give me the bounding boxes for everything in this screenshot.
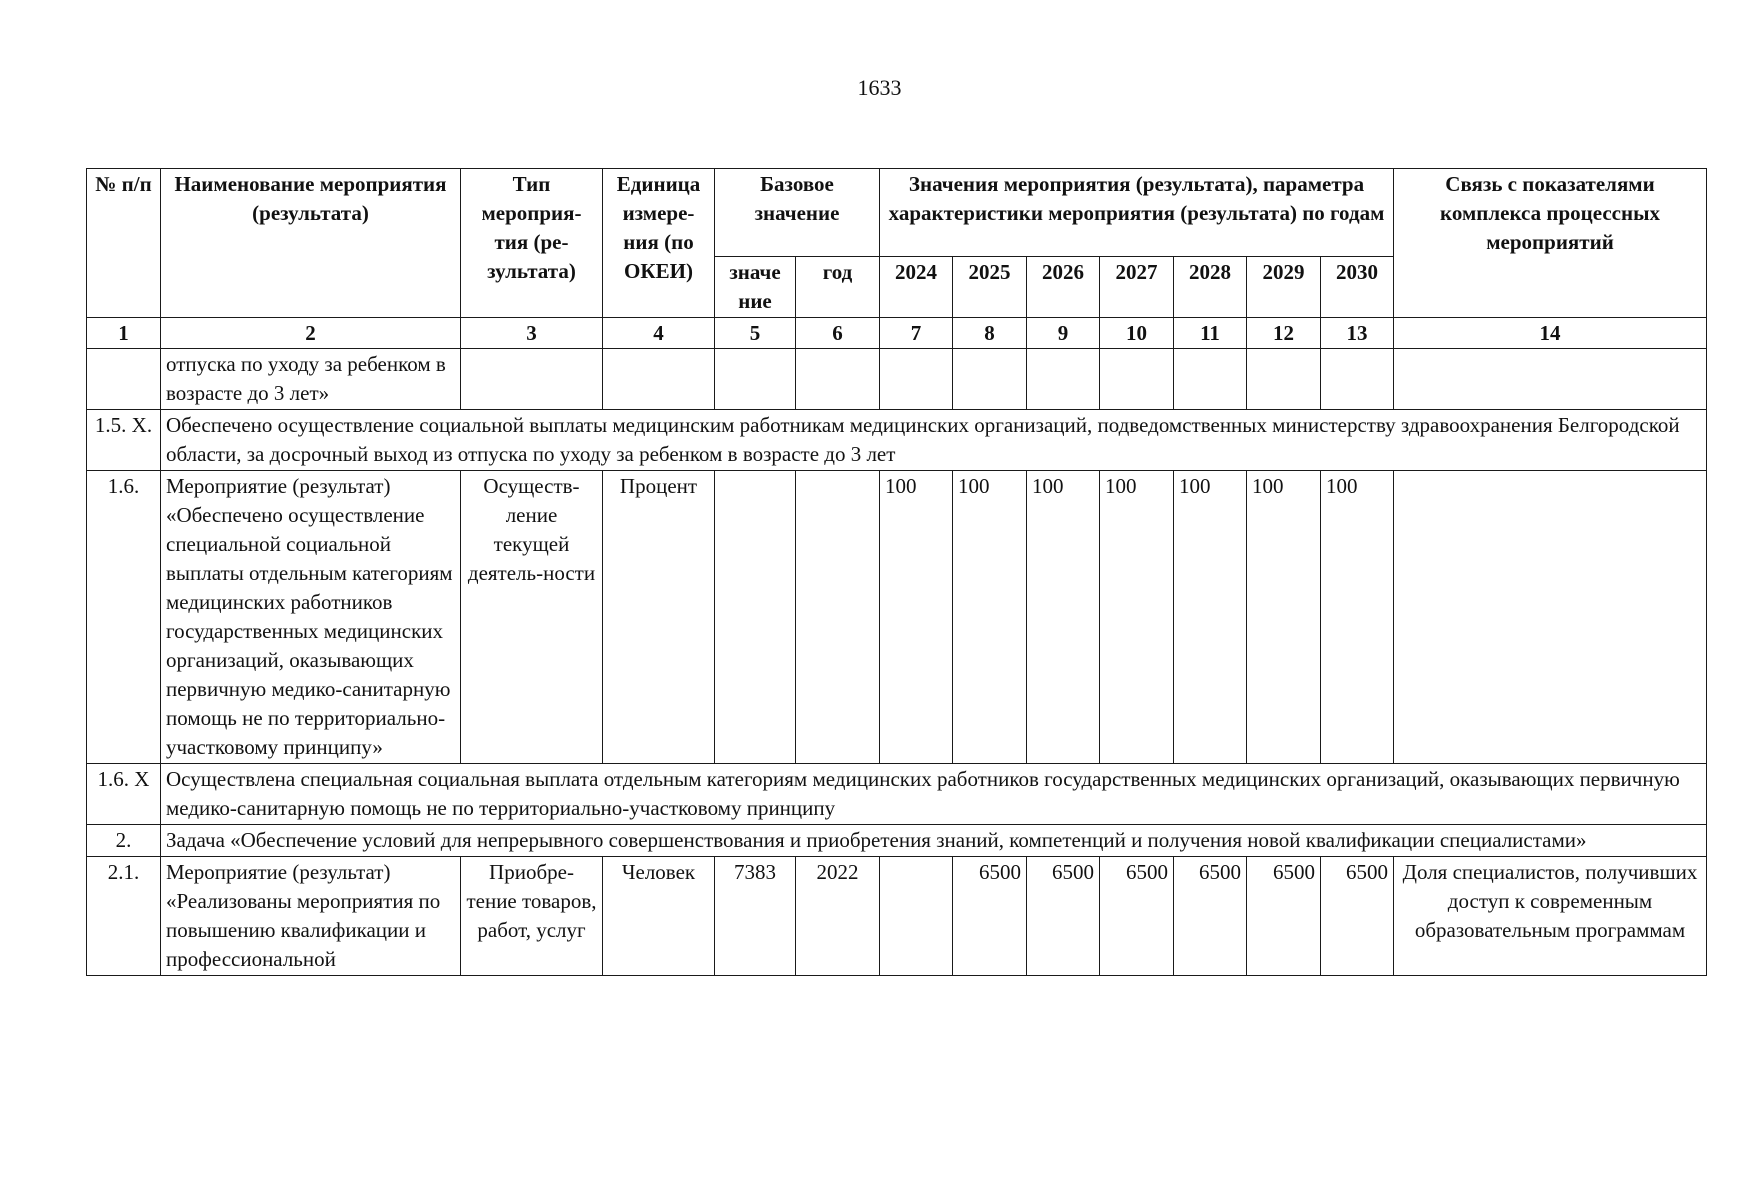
- header-base-value: значе ние: [715, 257, 796, 318]
- empty-cell: [461, 349, 603, 410]
- empty-cell: [1174, 349, 1247, 410]
- header-type: Тип мероприя-тия (ре-зультата): [461, 169, 603, 318]
- header-year: 2026: [1027, 257, 1100, 318]
- year-value: 100: [1027, 471, 1100, 764]
- year-value: 6500: [1321, 857, 1394, 976]
- year-value: 6500: [953, 857, 1027, 976]
- column-number: 5: [715, 318, 796, 349]
- year-value: 6500: [1100, 857, 1174, 976]
- row-number: 1.6. X: [87, 764, 161, 825]
- header-link: Связь с показателями комплекса процессных мероприятий: [1394, 169, 1707, 318]
- header-year: 2030: [1321, 257, 1394, 318]
- column-number: 9: [1027, 318, 1100, 349]
- year-value: 6500: [1027, 857, 1100, 976]
- header-year: 2025: [953, 257, 1027, 318]
- empty-cell: [1100, 349, 1174, 410]
- header-year: 2024: [880, 257, 953, 318]
- base-year: 2022: [796, 857, 880, 976]
- table-row: [87, 471, 1707, 764]
- column-number: 6: [796, 318, 880, 349]
- header-year: 2028: [1174, 257, 1247, 318]
- row-num-cell: [87, 349, 161, 410]
- measure-unit: Процент: [603, 471, 715, 764]
- table-row: [87, 349, 1707, 410]
- indicator-link: [1394, 471, 1707, 764]
- header-num: № п/п: [87, 169, 161, 318]
- column-number: 1: [87, 318, 161, 349]
- column-number-row: [87, 318, 1707, 349]
- year-value: 100: [1174, 471, 1247, 764]
- empty-cell: [1394, 349, 1707, 410]
- page-number: 1633: [857, 75, 902, 100]
- column-number: 3: [461, 318, 603, 349]
- row-number: 1.5. X.: [87, 410, 161, 471]
- header-year: 2027: [1100, 257, 1174, 318]
- column-number: 8: [953, 318, 1027, 349]
- base-value: 7383: [715, 857, 796, 976]
- header-name: Наименование мероприятия (результата): [161, 169, 461, 318]
- empty-cell: [880, 349, 953, 410]
- row-number: 2.: [87, 825, 161, 857]
- year-value: [880, 857, 953, 976]
- empty-cell: [1027, 349, 1100, 410]
- column-number: 10: [1100, 318, 1174, 349]
- measure-name: Мероприятие (результат) «Реализованы мероприятия по повышению квалификации и профессиональной: [161, 857, 461, 976]
- table-row: [87, 825, 1707, 857]
- measure-type: Осуществ-ление текущей деятель-ности: [461, 471, 603, 764]
- year-value: 100: [1321, 471, 1394, 764]
- header-row-top: [87, 169, 1707, 257]
- column-number: 13: [1321, 318, 1394, 349]
- column-number: 12: [1247, 318, 1321, 349]
- column-number: 11: [1174, 318, 1247, 349]
- empty-cell: [796, 349, 880, 410]
- table-row: [87, 857, 1707, 976]
- table-row: [87, 410, 1707, 471]
- column-number: 14: [1394, 318, 1707, 349]
- base-year: [796, 471, 880, 764]
- measures-table: [86, 168, 1707, 976]
- header-values-group: Значения мероприятия (результата), параметра характеристики мероприятия (результата) по годам: [880, 169, 1394, 257]
- row-number: 1.6.: [87, 471, 161, 764]
- task-text: Задача «Обеспечение условий для непрерывного совершенствования и приобретения знаний, компетенций и получения новой квалификации специалистами»: [161, 825, 1707, 857]
- year-value: 6500: [1174, 857, 1247, 976]
- column-number: 2: [161, 318, 461, 349]
- empty-cell: [715, 349, 796, 410]
- measure-type: Приобре-тение товаров, работ, услуг: [461, 857, 603, 976]
- row-number: 2.1.: [87, 857, 161, 976]
- year-value: 100: [953, 471, 1027, 764]
- measure-name: отпуска по уходу за ребенком в возрасте до 3 лет»: [161, 349, 461, 410]
- year-value: 100: [1100, 471, 1174, 764]
- column-number: 4: [603, 318, 715, 349]
- result-text: Обеспечено осуществление социальной выплаты медицинским работникам медицинских организаций, подведомственных министерству здравоохранения Белгородской области, за досрочный выход из отпуска по уходу за ребенком в возрасте до 3 лет: [161, 410, 1707, 471]
- measure-unit: Человек: [603, 857, 715, 976]
- year-value: 100: [1247, 471, 1321, 764]
- empty-cell: [1247, 349, 1321, 410]
- table-row: [87, 764, 1707, 825]
- year-value: 100: [880, 471, 953, 764]
- header-base-year: год: [796, 257, 880, 318]
- empty-cell: [1321, 349, 1394, 410]
- year-value: 6500: [1247, 857, 1321, 976]
- empty-cell: [953, 349, 1027, 410]
- empty-cell: [603, 349, 715, 410]
- header-base: Базовое значение: [715, 169, 880, 257]
- result-text: Осуществлена специальная социальная выплата отдельным категориям медицинских работников государственных медицинских организаций, оказывающих первичную медико-санитарную помощь не по территориально-участковому принципу: [161, 764, 1707, 825]
- header-year: 2029: [1247, 257, 1321, 318]
- indicator-link: Доля специалистов, получивших доступ к современным образовательным программам: [1394, 857, 1707, 976]
- header-unit: Единица измере-ния (по ОКЕИ): [603, 169, 715, 318]
- measure-name: Мероприятие (результат) «Обеспечено осуществление специальной социальной выплаты отдельным категориям медицинских работников государственных медицинских организаций, оказывающих первичную медико-санитарную помощь не по территориально-участковому принципу»: [161, 471, 461, 764]
- column-number: 7: [880, 318, 953, 349]
- base-value: [715, 471, 796, 764]
